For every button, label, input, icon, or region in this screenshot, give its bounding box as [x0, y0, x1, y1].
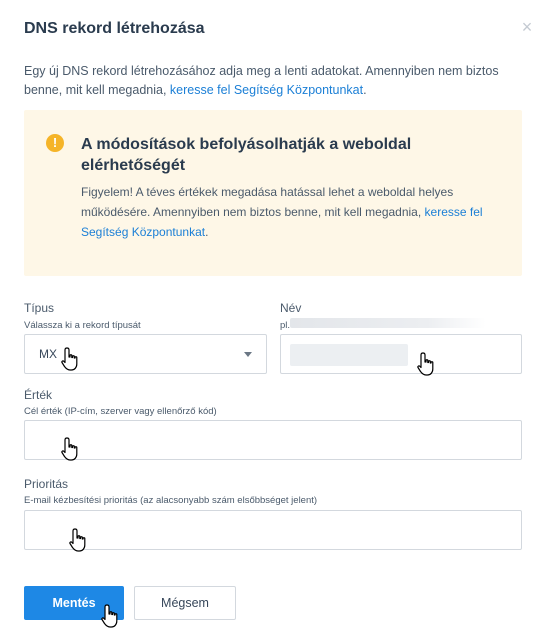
save-button[interactable]: Mentés: [24, 586, 124, 620]
warning-text: [81, 182, 501, 242]
intro-body: Egy új DNS rekord létrehozásához adja meg a lenti adatokat. Amennyiben nem biztos benne, mit kell megadnia,: [24, 64, 499, 97]
value-label: Érték: [24, 388, 53, 402]
chevron-down-icon: [244, 352, 252, 357]
type-sublabel: Válassza ki a rekord típusát: [24, 320, 141, 331]
help-center-link[interactable]: keresse fel Segítség Központunkat: [169, 83, 364, 97]
type-label: Típus: [24, 301, 55, 315]
warning-end: .: [205, 225, 209, 239]
priority-input[interactable]: [24, 510, 522, 550]
intro-text: [24, 62, 524, 100]
warning-title: A módosítások befolyásolhatják a weboldal elérhetőségét: [81, 136, 412, 174]
name-sublabel: pl.: [280, 320, 291, 331]
value-sublabel: Cél érték (IP-cím, szerver vagy ellenőrző kód): [24, 406, 217, 417]
cancel-button[interactable]: Mégsem: [134, 586, 236, 620]
warning-body: Figyelem! A téves értékek megadása hatással lehet a weboldal helyes működésére. Amennyiben nem biztos benne, mit kell megadnia,: [81, 185, 454, 219]
priority-sublabel: E-mail kézbesítési prioritás (az alacsonyabb szám elsőbbséget jelent): [24, 495, 318, 506]
type-select-value: MX: [39, 347, 57, 361]
close-icon[interactable]: ×: [521, 17, 533, 37]
value-input[interactable]: [24, 420, 522, 460]
dialog-title: DNS rekord létrehozása: [24, 20, 205, 37]
name-example-redacted: [290, 318, 486, 328]
name-input[interactable]: [280, 334, 522, 374]
warning-box: [24, 110, 522, 276]
intro-end: .: [363, 83, 367, 97]
warning-icon: !: [46, 134, 64, 152]
priority-label: Prioritás: [24, 477, 69, 491]
name-value-redacted: [290, 344, 408, 366]
name-label: Név: [280, 301, 302, 315]
type-select[interactable]: [24, 334, 267, 374]
warning-help-link[interactable]: keresse fel Segítség Központunkat: [81, 205, 483, 239]
